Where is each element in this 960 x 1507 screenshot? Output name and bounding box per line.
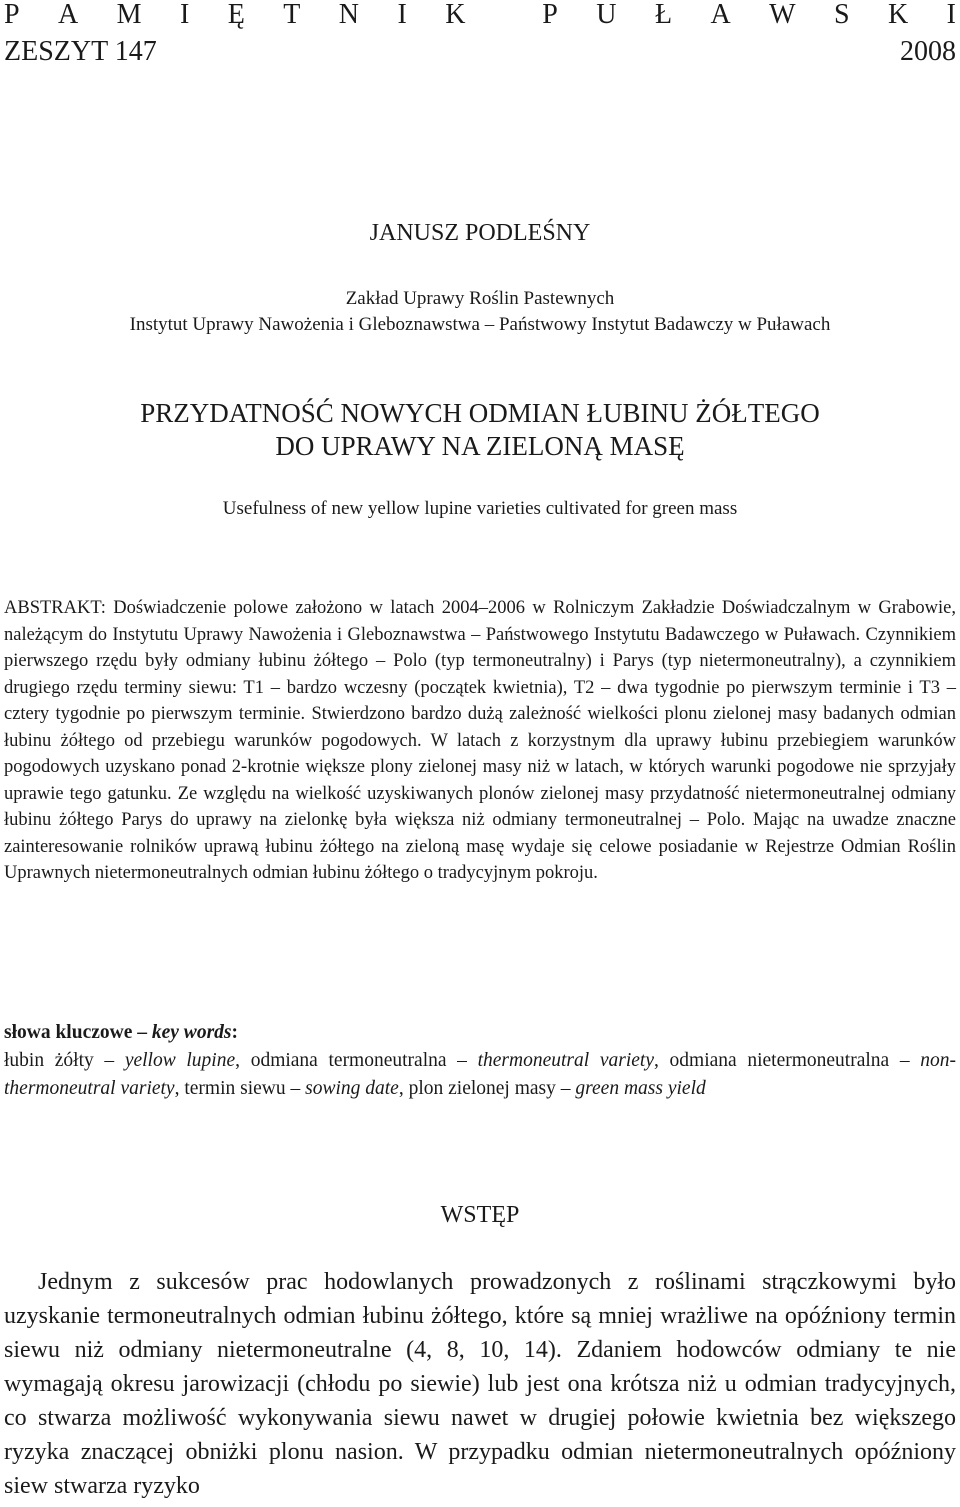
section-body-text: Jednym z sukcesów prac hodowlanych prowadzonych z roślinami strączkowymi było uzyskanie termoneutralnych odmian łubinu żółtego, które są mniej wrażliwe na opóźniony termin siewu niż odmiany nietermoneutralne (4, 8, 10, 14). Zdaniem hodowców odmiany te nie wymagają okresu jarowizacji (chłodu po siewie) lub jest ona krótsza niż u odmian tradycyjnych, co stwarza możliwość wykonywania siewu nawet w drugiej połowie kwietnia bez większego ryzyka znaczącej obniżki plonu nasion. W przypadku odmian nietermoneutralnych opóźniony siew stwarza ryzyko [4,1269,956,1499]
issue-year: 2008 [900,36,956,67]
journal-name-letter: U [596,0,617,30]
journal-name-letter: M [116,0,142,30]
abstract: ABSTRAKT: Doświadczenie polowe założono w latach 2004–2006 w Rolniczym Zakładzie Doświadczalnym w Grabowie, należącym do Instytutu Uprawy Nawożenia i Gleboznawstwa – Państwowego Instytutu Badawczego w Puławach. Czynnikiem pierwszego rzędu były odmiany łubinu żółtego – Polo (typ termoneutralny) i Parys (typ nietermoneutralny), a czynnikiem drugiego rzędu terminy siewu: T1 – bardzo wczesny (początek kwietnia), T2 – dwa tygodnie po pierwszym terminie i T3 – cztery tygodnie po pierwszym terminie. Stwierdzono bardzo dużą zależność wielkości plonu zielonej masy badanych odmian łubinu żółtego od przebiegu warunków pogodowych. W latach z korzystnym dla uprawy łubinu przebiegiem warunków pogodowych uzyskano ponad 2-krotnie większe plony zielonej masy niż w latach, w których warunki pogodowe nie sprzyjały uprawie tego gatunku. Ze względu na wielkość uzyskiwanych plonów zielonej masy przydatność nietermoneutralnej odmiany łubinu żółtego Parys do uprawy na zielonkę była większa niż odmiany termoneutralnej – Polo. Mając na uwadze znaczne zainteresowanie rolników uprawą łubinu żółtego na zieloną masę wydaje się celowe posiadanie w Rejestrze Odmian Roślin Uprawnych nietermoneutralnych odmian łubinu żółtego o tradycyjnym pokroju. [4,598,956,883]
keyword-list: łubin żółty – yellow lupine, odmiana termoneutralna – thermoneutral variety, odmiana nietermoneutralna – non-thermoneutral variety, termin siewu – sowing date, plon zielonej masy – green mass yield [4,1050,957,1099]
journal-name-letter: A [58,0,79,30]
section-body [4,1265,956,1503]
paper-title-line-2: DO UPRAWY NA ZIELONĄ MASĘ [275,431,685,461]
keyword-pl: termin siewu – [184,1078,306,1099]
keywords-heading-colon: : [231,1022,238,1043]
affiliation-department: Zakład Uprawy Roślin Pastewnych [345,288,615,309]
keywords-heading [4,1022,238,1043]
journal-name-letter: N [338,0,360,30]
keyword-pl: odmiana termoneutralna – [250,1050,478,1071]
keyword-pl: łubin żółty – [4,1050,125,1071]
paper-title-english: Usefulness of new yellow lupine varieties cultivated for green mass [222,498,738,519]
section-heading: WSTĘP [440,1202,520,1228]
journal-name-letter: I [179,0,190,30]
keyword-en: yellow lupine [124,1050,236,1071]
issue-row [4,36,956,68]
affiliation-institute: Instytut Uprawy Nawożenia i Gleboznawstwa – Państwowy Instytut Badawczy w Puławach [129,314,831,335]
keywords [4,1019,956,1103]
journal-name-letter: Ł [654,0,673,30]
paper-title-line-1: PRZYDATNOŚĆ NOWYCH ODMIAN ŁUBINU ŻÓŁTEGO [140,398,820,428]
journal-name [4,0,956,30]
journal-name-letter: T [283,0,301,30]
journal-name-letter: P [4,0,20,30]
keyword-pl: plon zielonej masy – [408,1078,576,1099]
keyword-en: green mass yield [575,1078,706,1099]
keyword-en: thermoneutral variety [477,1050,654,1071]
journal-name-letter: P [542,0,558,30]
paper-title [0,397,960,463]
author-affiliation [0,286,960,338]
journal-name-letter: A [710,0,731,30]
journal-name-letter: I [397,0,407,30]
journal-name-letter: K [445,0,466,30]
keyword-en: sowing date [305,1078,399,1099]
keyword-pl: odmiana nietermoneutralna – [669,1050,921,1071]
journal-name-letter: Ę [227,0,245,30]
author-name: JANUSZ PODLEŚNY [369,220,591,246]
issue-number: ZESZYT 147 [4,36,157,67]
journal-name-letter: K [887,0,909,30]
journal-name-letter: I [946,0,956,30]
journal-name-letter: S [833,0,850,30]
journal-name-letter: W [769,0,796,30]
keywords-heading-en: key words [151,1022,232,1043]
keyword-en: non-thermoneutral variety [4,1050,957,1099]
keywords-heading-pl: słowa kluczowe – [4,1022,152,1043]
